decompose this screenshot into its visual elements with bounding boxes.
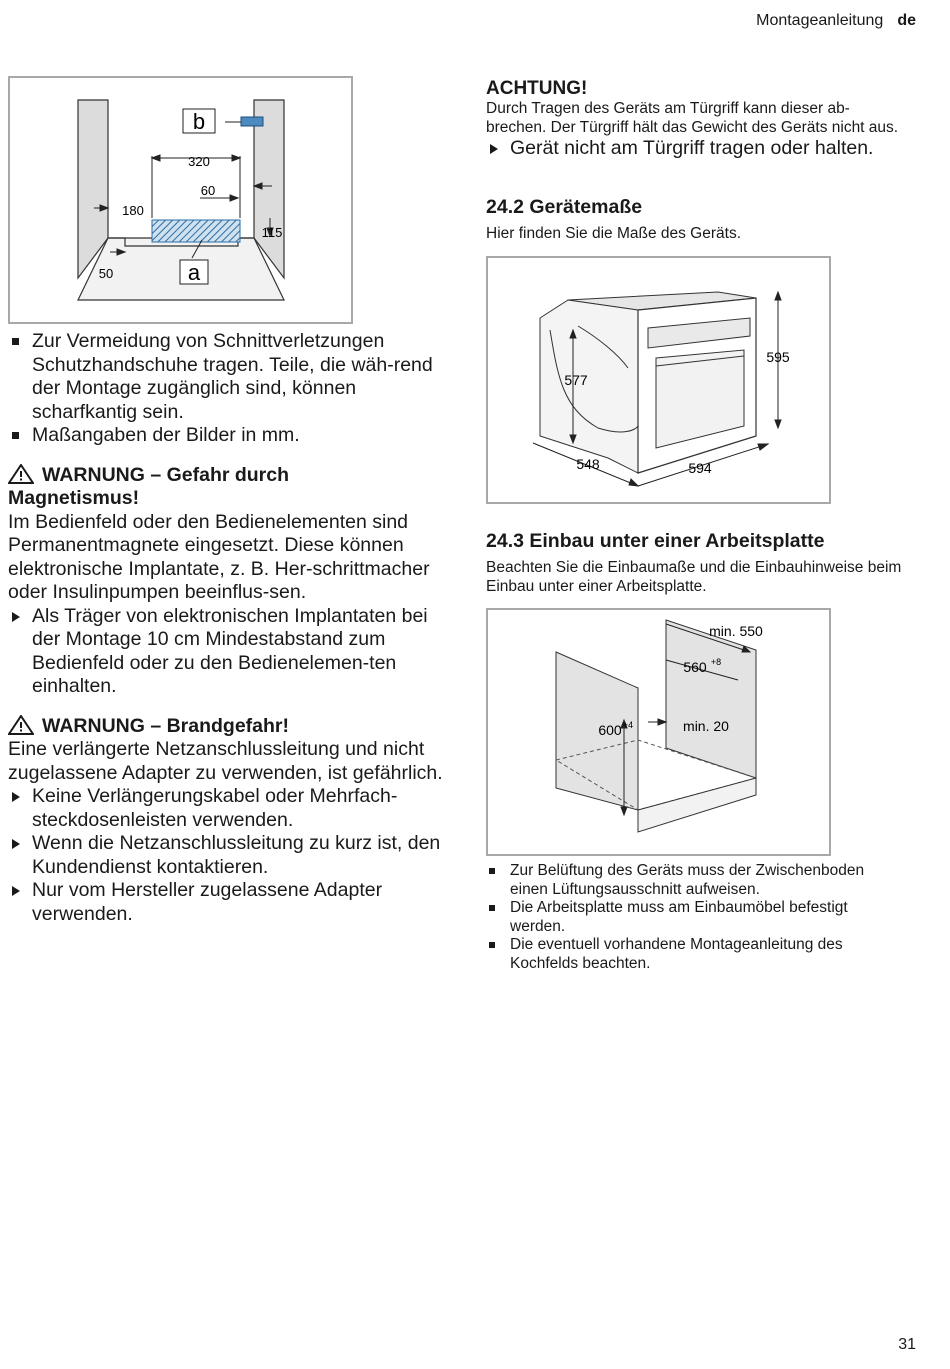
caution-block <box>486 78 906 160</box>
section-24-3-text: Beachten Sie die Einbaumaße und die Einbauhinweise beim Einbau unter einer Arbeitsplatte. <box>486 559 902 595</box>
dim-min-20: min. 20 <box>683 718 729 734</box>
left-column <box>8 330 448 926</box>
warning-fire-title: WARNUNG – Brandgefahr! <box>8 715 448 739</box>
dim-180: 180 <box>122 203 144 218</box>
page-number: 31 <box>898 1336 916 1353</box>
section-24-2 <box>486 196 906 244</box>
warning-icon <box>8 715 34 735</box>
dim-560: 560 <box>683 659 707 675</box>
dim-600-tolerance: +4 <box>622 720 634 730</box>
cabinet-diagram <box>10 78 351 322</box>
figure-cabinet-dimensions <box>8 76 353 324</box>
dim-50: 50 <box>98 266 114 281</box>
dim-60: 60 <box>200 183 216 198</box>
warning-magnetism-body: Im Bedienfeld oder den Bedienelementen sind Permanentmagnete eingesetzt. Diese können elektronische Implantate, z. B. Her-schrittmacher oder Insulinpumpen beeinflus-sen. <box>8 510 430 603</box>
label-a: a <box>187 260 201 285</box>
caution-body: Durch Tragen des Geräts am Türgriff kann dieser ab-brechen. Der Türgriff hält das Gewicht des Geräts nicht aus. <box>486 100 899 136</box>
list-item: Zur Belüftung des Geräts muss der Zwischenboden einen Lüftungsausschnitt aufweisen. <box>486 862 906 899</box>
list-item: Die eventuell vorhandene Montageanleitung des Kochfelds beachten. <box>486 936 906 973</box>
warning-icon <box>8 464 34 484</box>
dim-594: 594 <box>688 460 712 476</box>
dim-320: 320 <box>188 154 210 169</box>
section-24-2-text: Hier finden Sie die Maße des Geräts. <box>486 225 742 242</box>
dim-600: 600 <box>598 722 622 738</box>
list-item: Maßangaben der Bilder in mm. <box>8 424 448 448</box>
warning-magnetism-action: Als Träger von elektronischen Implantaten bei der Montage 10 cm Mindestabstand zum Bedienfeld oder zu den Bedienelemen-ten einhalten. <box>8 605 448 699</box>
warning-fire-body: Eine verlängerte Netzanschlussleitung und nicht zugelassene Adapter zu verwenden, ist gefährlich. <box>8 738 443 784</box>
caution-title: ACHTUNG! <box>486 78 588 99</box>
warning-fire-action: Nur vom Hersteller zugelassene Adapter verwenden. <box>8 879 448 926</box>
list-item: Die Arbeitsplatte muss am Einbaumöbel befestigt werden. <box>486 899 906 936</box>
section-24-3-title: 24.3 Einbau unter einer Arbeitsplatte <box>486 530 825 552</box>
caution-action: Gerät nicht am Türgriff tragen oder halten. <box>486 137 906 160</box>
dim-560-tolerance: +8 <box>710 657 722 667</box>
figure-oven-dimensions <box>486 256 831 504</box>
dim-595: 595 <box>766 349 790 365</box>
figure-under-counter-installation <box>486 608 831 856</box>
right-bullet-list <box>486 862 906 973</box>
header-language: de <box>897 12 916 29</box>
dim-548: 548 <box>576 456 600 472</box>
section-24-3 <box>486 530 916 596</box>
list-item: Zur Vermeidung von Schnittverletzungen Schutzhandschuhe tragen. Teile, die wäh-rend der Montage zugänglich sind, können scharfkantig sein. <box>8 330 448 424</box>
dim-115: 115 <box>261 225 283 240</box>
page-header <box>756 12 916 30</box>
section-24-2-title: 24.2 Gerätemaße <box>486 196 643 218</box>
label-b: b <box>192 109 206 134</box>
installation-diagram <box>488 610 829 854</box>
dim-577: 577 <box>564 372 588 388</box>
warning-fire-action: Wenn die Netzanschlussleitung zu kurz ist, den Kundendienst kontaktieren. <box>8 832 448 879</box>
header-title: Montageanleitung <box>756 12 884 29</box>
warning-fire-action: Keine Verlängerungskabel oder Mehrfach-steckdosenleisten verwenden. <box>8 785 448 832</box>
dim-min-550: min. 550 <box>709 623 763 639</box>
oven-diagram <box>488 258 829 502</box>
warning-magnetism-title: WARNUNG – Gefahr durch Magnetismus! <box>8 463 290 509</box>
